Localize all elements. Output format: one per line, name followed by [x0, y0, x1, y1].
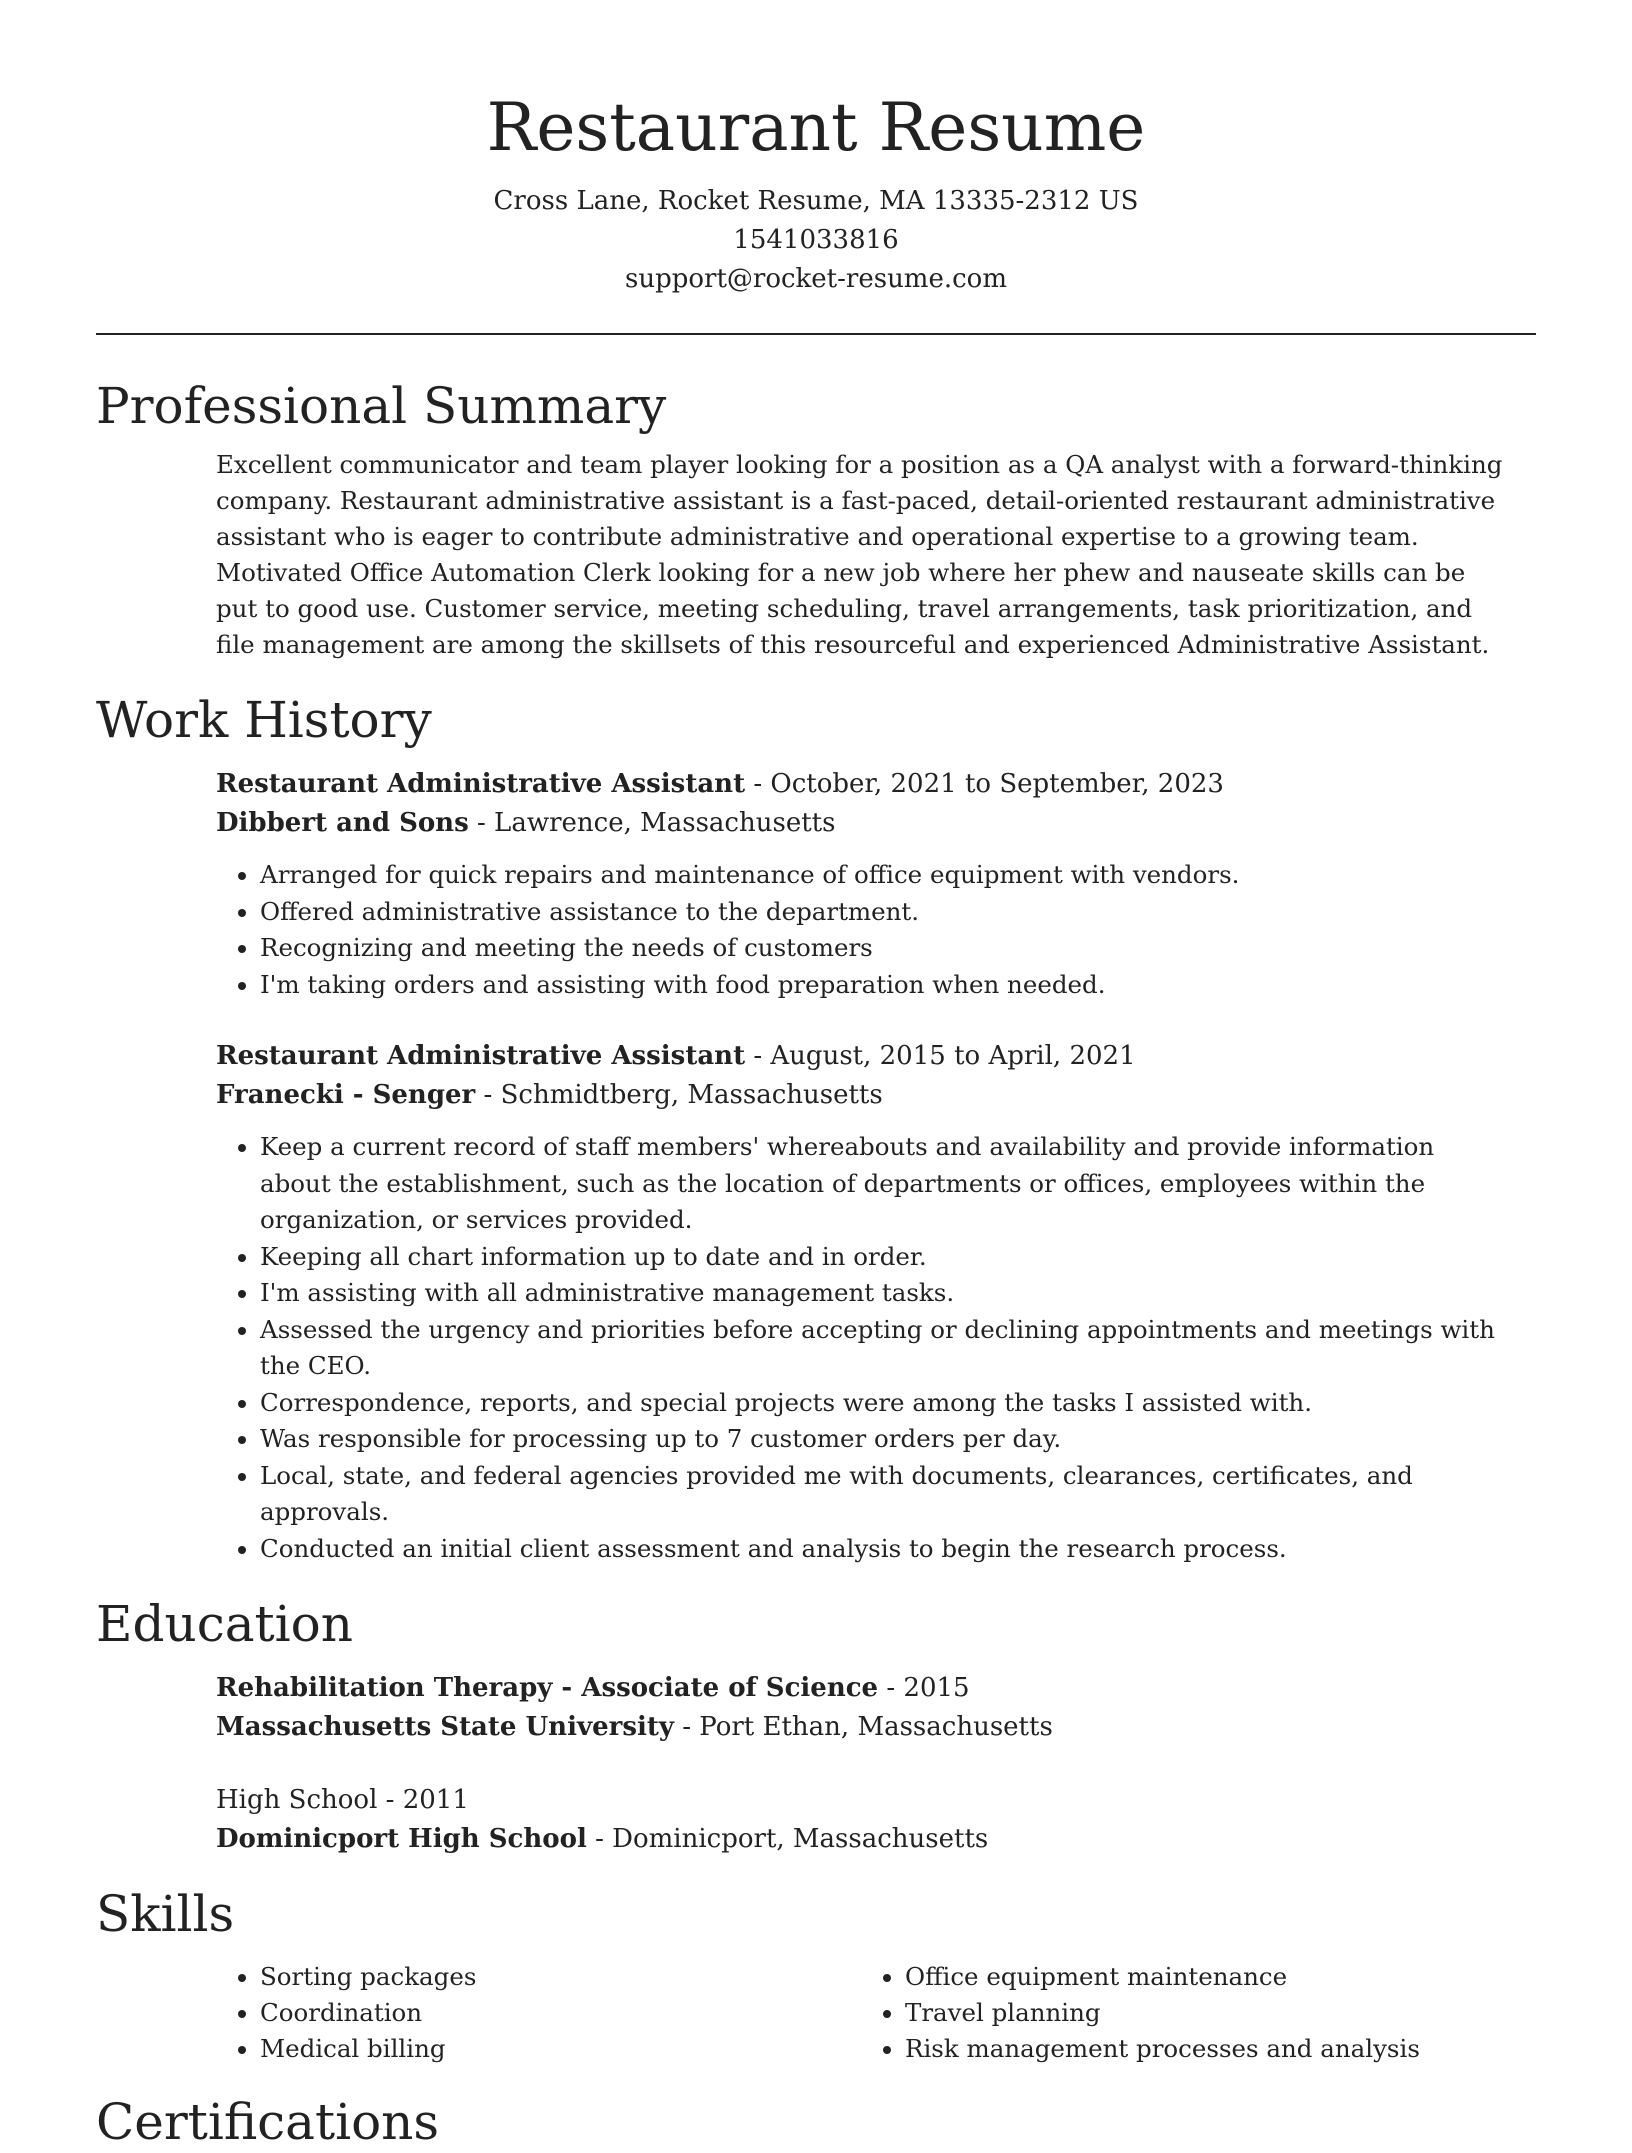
list-item: • Travel planning — [905, 1995, 1506, 2031]
education-year: - 2015 — [878, 1673, 970, 1703]
education-degree-line — [216, 1781, 1506, 1820]
list-item: • Recognizing and meeting the needs of customers — [260, 930, 1506, 967]
skills-column-left — [216, 1959, 861, 2067]
job-company: Franecki - Senger — [216, 1080, 476, 1110]
education-entry — [216, 1781, 1506, 1859]
job-location: - Lawrence, Massachusetts — [468, 808, 836, 838]
list-item: • I'm assisting with all administrative management tasks. — [260, 1275, 1506, 1312]
job-bullets — [216, 1129, 1506, 1567]
list-item: • Keep a current record of staff members' whereabouts and availability and provide information about the establishment, such as the location of departments or offices, employees within the organization, or services provided. — [260, 1129, 1506, 1239]
list-item: • Coordination — [260, 1995, 861, 2031]
job-company-line — [216, 1076, 1506, 1115]
certifications-title: Certifications — [96, 2093, 440, 2151]
resume-title: Restaurant Resume — [486, 89, 1146, 166]
job-entry — [216, 1037, 1506, 1567]
work-history-section — [96, 689, 1536, 1567]
education-school: Dominicport High School — [216, 1824, 587, 1854]
education-degree: Rehabilitation Therapy - Associate of Science — [216, 1673, 879, 1703]
list-item: • Correspondence, reports, and special projects were among the tasks I assisted with. — [260, 1385, 1506, 1422]
education-title: Education — [96, 1595, 353, 1653]
skills-title: Skills — [96, 1885, 235, 1943]
education-location: - Port Ethan, Massachusetts — [673, 1712, 1053, 1742]
header-divider — [96, 333, 1536, 335]
list-item: • Conducted an initial client assessment and analysis to begin the research process. — [260, 1531, 1506, 1568]
skills-section — [96, 1883, 1536, 2067]
job-location: - Schmidtberg, Massachusetts — [475, 1080, 883, 1110]
list-item: • Medical billing — [260, 2031, 861, 2067]
job-entry — [216, 765, 1506, 1003]
summary-text: Excellent communicator and team player looking for a position as a QA analyst with a forward-thinking company. Restaurant administrative assistant is a fast-paced, detail-oriented restaurant administrative assistant who is eager to contribute administrative and operational expertise to a growing team. Motivated Office Automation Clerk looking for a new job where her phew and nauseate skills can be put to good use. Customer service, meeting scheduling, travel arrangements, task prioritization, and file management are among the skillsets of this resourceful and experienced Administrative Assistant. — [216, 450, 1503, 659]
job-dates: - August, 2015 to April, 2021 — [745, 1041, 1136, 1071]
education-year: - 2011 — [377, 1785, 469, 1815]
list-item: • Assessed the urgency and priorities before accepting or declining appointments and meetings with the CEO. — [260, 1312, 1506, 1385]
education-location: - Dominicport, Massachusetts — [586, 1824, 989, 1854]
certifications-section — [96, 2091, 1536, 2153]
job-role: Restaurant Administrative Assistant — [216, 769, 746, 799]
job-company-line — [216, 804, 1506, 843]
email: support@rocket-resume.com — [624, 264, 1007, 294]
list-item: • Sorting packages — [260, 1959, 861, 1995]
education-school-line — [216, 1708, 1506, 1747]
list-item: • Was responsible for processing up to 7 customer orders per day. — [260, 1421, 1506, 1458]
education-degree-line — [216, 1669, 1506, 1708]
job-dates: - October, 2021 to September, 2023 — [745, 769, 1224, 799]
education-school: Massachusetts State University — [216, 1712, 674, 1742]
resume-page — [96, 0, 1536, 2153]
list-item: • I'm taking orders and assisting with food preparation when needed. — [260, 967, 1506, 1004]
list-item: • Local, state, and federal agencies provided me with documents, clearances, certificates, and approvals. — [260, 1458, 1506, 1531]
list-item: • Risk management processes and analysis — [905, 2031, 1506, 2067]
education-school-line — [216, 1820, 1506, 1859]
skills-column-right — [861, 1959, 1506, 2067]
list-item: • Keeping all chart information up to date and in order. — [260, 1239, 1506, 1276]
summary-title: Professional Summary — [96, 377, 667, 435]
resume-header — [96, 0, 1536, 299]
list-item: • Offered administrative assistance to the department. — [260, 894, 1506, 931]
job-role-line — [216, 765, 1506, 804]
job-role: Restaurant Administrative Assistant — [216, 1041, 746, 1071]
list-item: • Arranged for quick repairs and maintenance of office equipment with vendors. — [260, 857, 1506, 894]
phone: 1541033816 — [733, 225, 899, 255]
contact-info — [96, 182, 1536, 299]
list-item: • Office equipment maintenance — [905, 1959, 1506, 1995]
work-history-title: Work History — [96, 691, 432, 749]
education-entry — [216, 1669, 1506, 1747]
job-bullets — [216, 857, 1506, 1003]
summary-section — [96, 375, 1536, 663]
education-section — [96, 1593, 1536, 1859]
address: Cross Lane, Rocket Resume, MA 13335-2312 US — [493, 186, 1139, 216]
skills-grid — [216, 1959, 1506, 2067]
job-company: Dibbert and Sons — [216, 808, 469, 838]
job-role-line — [216, 1037, 1506, 1076]
education-degree: High School — [216, 1785, 378, 1815]
